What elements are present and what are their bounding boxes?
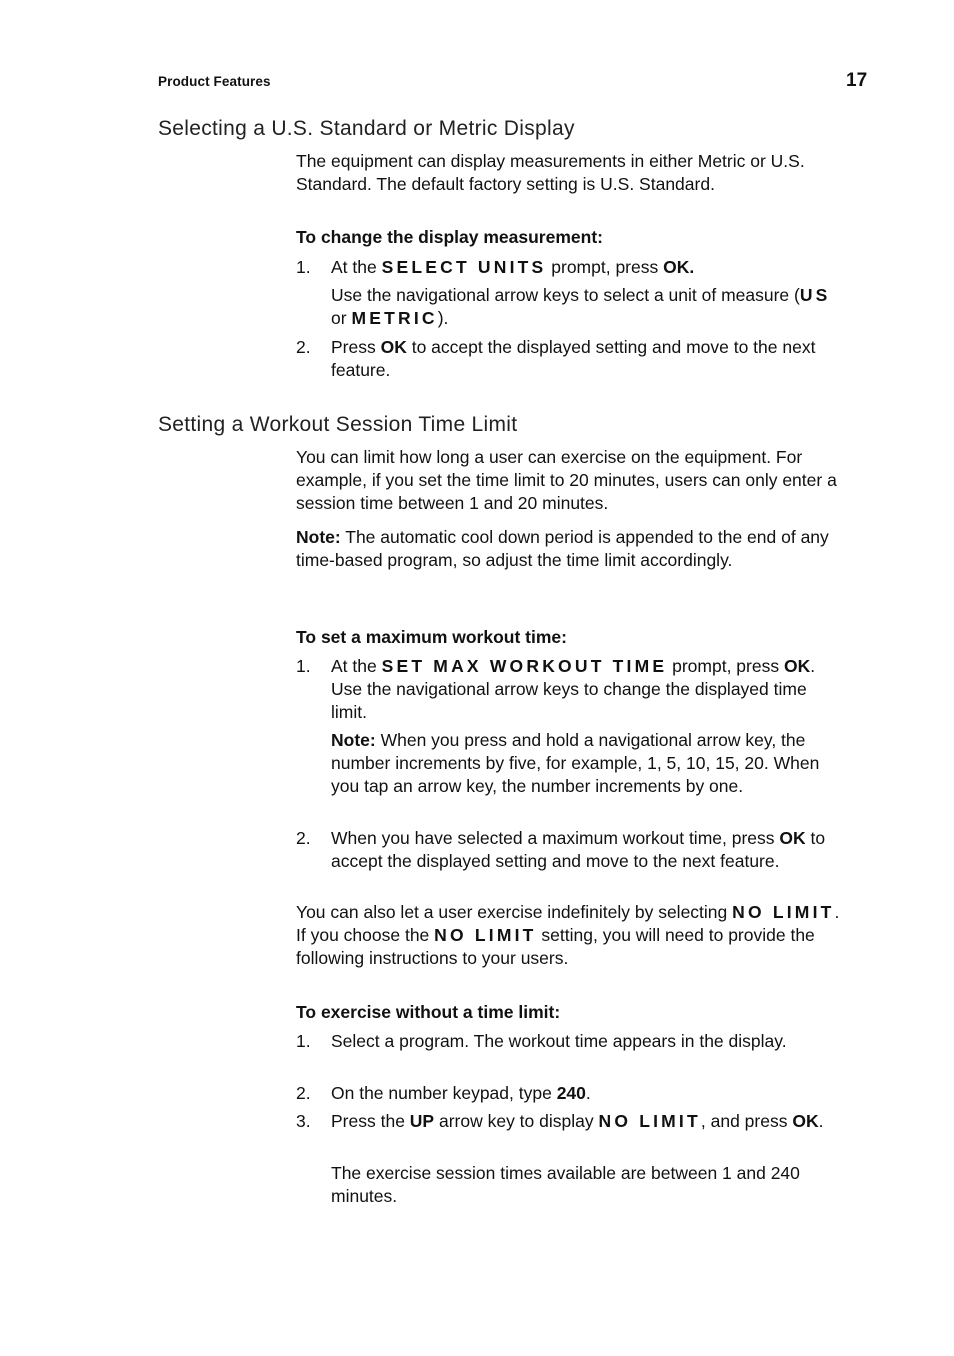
max-workout-step-1: 1. At the SET MAX WORKOUT TIME prompt, press OK. Use the navigational arrow keys to change the displayed time limit. [296, 656, 816, 722]
section-heading-display: Selecting a U.S. Standard or Metric Display [158, 117, 575, 140]
display-step-1: 1. At the SELECT UNITS prompt, press OK. [296, 257, 695, 277]
section-heading-time-limit: Setting a Workout Session Time Limit [158, 413, 518, 436]
time-limit-intro: You can limit how long a user can exercise on the equipment. For example, if you set the time limit to 20 minutes, users can only enter a session time between 1 and 20 minutes. [296, 447, 837, 513]
procedure-title-max-workout: To set a maximum workout time: [296, 627, 567, 647]
lcd-prompt-set-max-workout-time: SET MAX WORKOUT TIME [381, 656, 668, 676]
no-limit-step-3: 3. Press the UP arrow key to display NO LIMIT, and press OK. [296, 1111, 824, 1131]
procedure-title-no-limit: To exercise without a time limit: [296, 1002, 561, 1022]
cool-down-note: Note: The automatic cool down period is appended to the end of any time-based program, so adjust the time limit accordingly. [296, 527, 829, 570]
page-number: 17 [846, 70, 868, 91]
display-step-1-detail: Use the navigational arrow keys to select a unit of measure (US or METRIC). [331, 285, 831, 328]
procedure-title-display: To change the display measurement: [296, 227, 603, 247]
no-limit-after-note: The exercise session times available are between 1 and 240 minutes. [331, 1163, 800, 1206]
max-workout-note: Note: When you press and hold a navigational arrow key, the number increments by five, for example, 1, 5, 10, 15, 20. When you tap an arrow key, the number increments by one. [331, 730, 820, 796]
no-limit-paragraph: You can also let a user exercise indefinitely by selecting NO LIMIT. If you choose the NO LIMIT setting, you will need to provide the following instructions to your users. [296, 902, 840, 968]
lcd-prompt-select-units: SELECT UNITS [381, 257, 547, 277]
display-step-2: 2. Press OK to accept the displayed setting and move to the next feature. [296, 337, 816, 380]
max-workout-step-2: 2. When you have selected a maximum workout time, press OK to accept the displayed setting and move to the next feature. [296, 828, 826, 871]
no-limit-step-2: 2. On the number keypad, type 240. [296, 1083, 591, 1103]
no-limit-step-1: 1. Select a program. The workout time appears in the display. [296, 1031, 787, 1051]
running-header: Product Features [158, 74, 271, 89]
display-intro: The equipment can display measurements in either Metric or U.S. Standard. The default factory setting is U.S. Standard. [296, 151, 805, 194]
